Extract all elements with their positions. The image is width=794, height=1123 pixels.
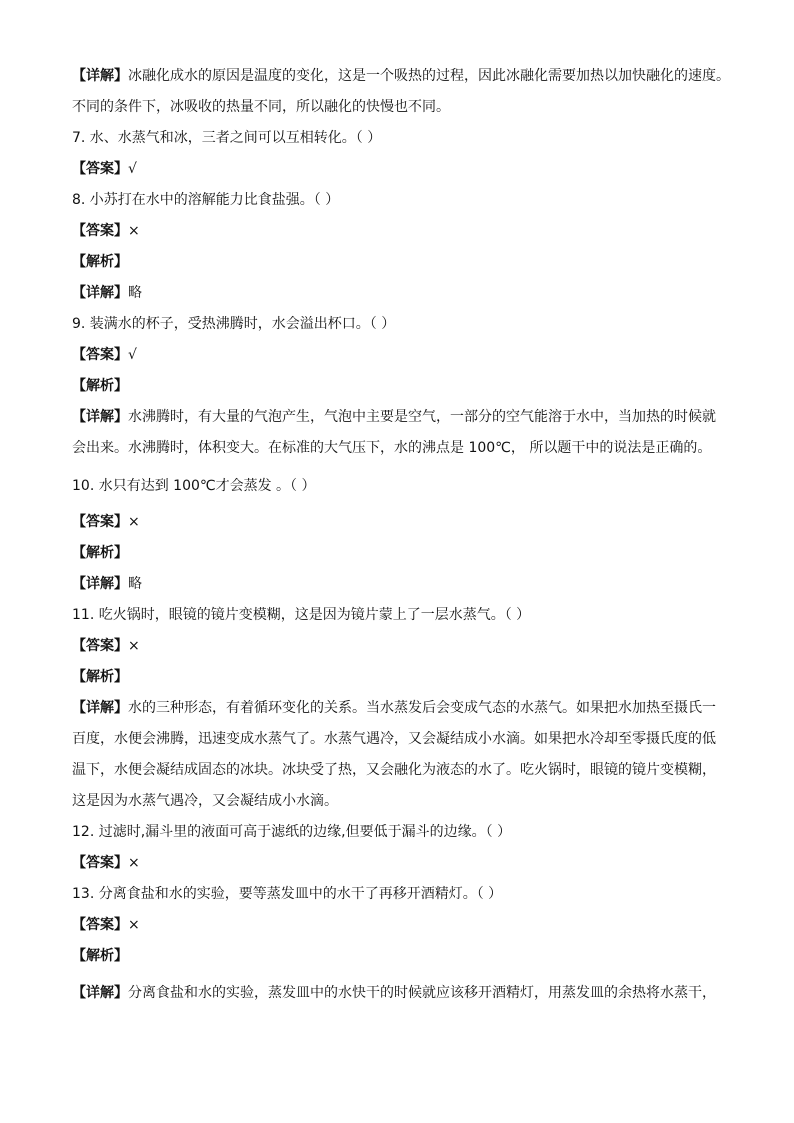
- detail-label: 【详解】: [72, 576, 128, 592]
- answer-line: [72, 221, 732, 241]
- question-8: 8. 小苏打在水中的溶解能力比食盐强。（ ）: [72, 192, 340, 208]
- answer-text: ×: [128, 855, 140, 871]
- answer-text: √: [128, 347, 137, 363]
- detail-label: 【详解】: [72, 700, 128, 716]
- text-line: 会出来。水沸腾时，体积变大。在标准的大气压下，水的沸点是 100℃， 所以题干中的说法是正确的。: [72, 440, 712, 456]
- analysis-label: 【解析】: [72, 545, 128, 561]
- answer-label: 【答案】: [72, 855, 128, 871]
- detail-text: 冰融化成水的原因是温度的变化，这是一个吸热的过程，因此冰融化需要加热以加快融化的速度。: [128, 68, 730, 84]
- answer-line: [72, 915, 732, 935]
- answer-text: √: [128, 161, 137, 177]
- detail-label: 【详解】: [72, 409, 128, 425]
- question-7: 7. 水、水蒸气和冰，三者之间可以互相转化。（ ）: [72, 130, 382, 146]
- detail-line: [72, 407, 732, 427]
- text-line: 温下，水便会凝结成固态的冰块。冰块受了热，又会融化为液态的水了。吃火锅时，眼镜的镜片变模糊，: [72, 762, 716, 778]
- analysis-line: [72, 667, 732, 687]
- answer-label: 【答案】: [72, 514, 128, 530]
- analysis-label: 【解析】: [72, 669, 128, 685]
- analysis-line: [72, 252, 732, 272]
- text-line: 百度，水便会沸腾，迅速变成水蒸气了。水蒸气遇冷，又会凝结成小水滴。如果把水冷却至零摄氏度的低: [72, 731, 716, 747]
- analysis-line: [72, 543, 732, 563]
- question-11: 11. 吃火锅时，眼镜的镜片变模糊，这是因为镜片蒙上了一层水蒸气。（ ）: [72, 607, 531, 623]
- answer-line: [72, 512, 732, 532]
- answer-text: ×: [128, 638, 140, 654]
- analysis-label: 【解析】: [72, 254, 128, 270]
- detail-line: [72, 574, 732, 594]
- question-10: 10. 水只有达到 100℃才会蒸发 。（ ）: [72, 478, 316, 494]
- detail-label: 【详解】: [72, 985, 128, 1001]
- analysis-label: 【解析】: [72, 948, 128, 964]
- analysis-label: 【解析】: [72, 378, 128, 394]
- answer-text: ×: [128, 917, 140, 933]
- detail-label: 【详解】: [72, 68, 128, 84]
- detail-line: [72, 983, 732, 1003]
- question-13: 13. 分离食盐和水的实验，要等蒸发皿中的水干了再移开酒精灯。（ ）: [72, 886, 503, 902]
- answer-line: [72, 853, 732, 873]
- detail-text: 略: [128, 285, 142, 301]
- detail-line: [72, 283, 732, 303]
- answer-label: 【答案】: [72, 638, 128, 654]
- text-line: 这是因为水蒸气遇冷，又会凝结成小水滴。: [72, 793, 338, 809]
- question-12: 12. 过滤时,漏斗里的液面可高于滤纸的边缘,但要低于漏斗的边缘。（ ）: [72, 824, 512, 840]
- answer-text: ×: [128, 514, 140, 530]
- detail-text: 水的三种形态，有着循环变化的关系。当水蒸发后会变成气态的水蒸气。如果把水加热至摄氏一: [128, 700, 716, 716]
- detail-text: 略: [128, 576, 142, 592]
- analysis-line: [72, 376, 732, 396]
- detail-text: 分离食盐和水的实验，蒸发皿中的水快干的时候就应该移开酒精灯，用蒸发皿的余热将水蒸干，: [128, 985, 716, 1001]
- analysis-line: [72, 946, 732, 966]
- text-line: 不同的条件下，冰吸收的热量不同，所以融化的快慢也不同。: [72, 99, 450, 115]
- detail-label: 【详解】: [72, 285, 128, 301]
- answer-line: [72, 345, 732, 365]
- question-9: 9. 装满水的杯子，受热沸腾时，水会溢出杯口。（ ）: [72, 316, 396, 332]
- detail-line: [72, 698, 732, 718]
- detail-line: [72, 66, 732, 86]
- answer-label: 【答案】: [72, 347, 128, 363]
- answer-label: 【答案】: [72, 917, 128, 933]
- answer-line: [72, 636, 732, 656]
- detail-text: 水沸腾时，有大量的气泡产生，气泡中主要是空气，一部分的空气能溶于水中，当加热的时候就: [128, 409, 716, 425]
- answer-label: 【答案】: [72, 223, 128, 239]
- answer-text: ×: [128, 223, 140, 239]
- answer-line: [72, 159, 732, 179]
- answer-label: 【答案】: [72, 161, 128, 177]
